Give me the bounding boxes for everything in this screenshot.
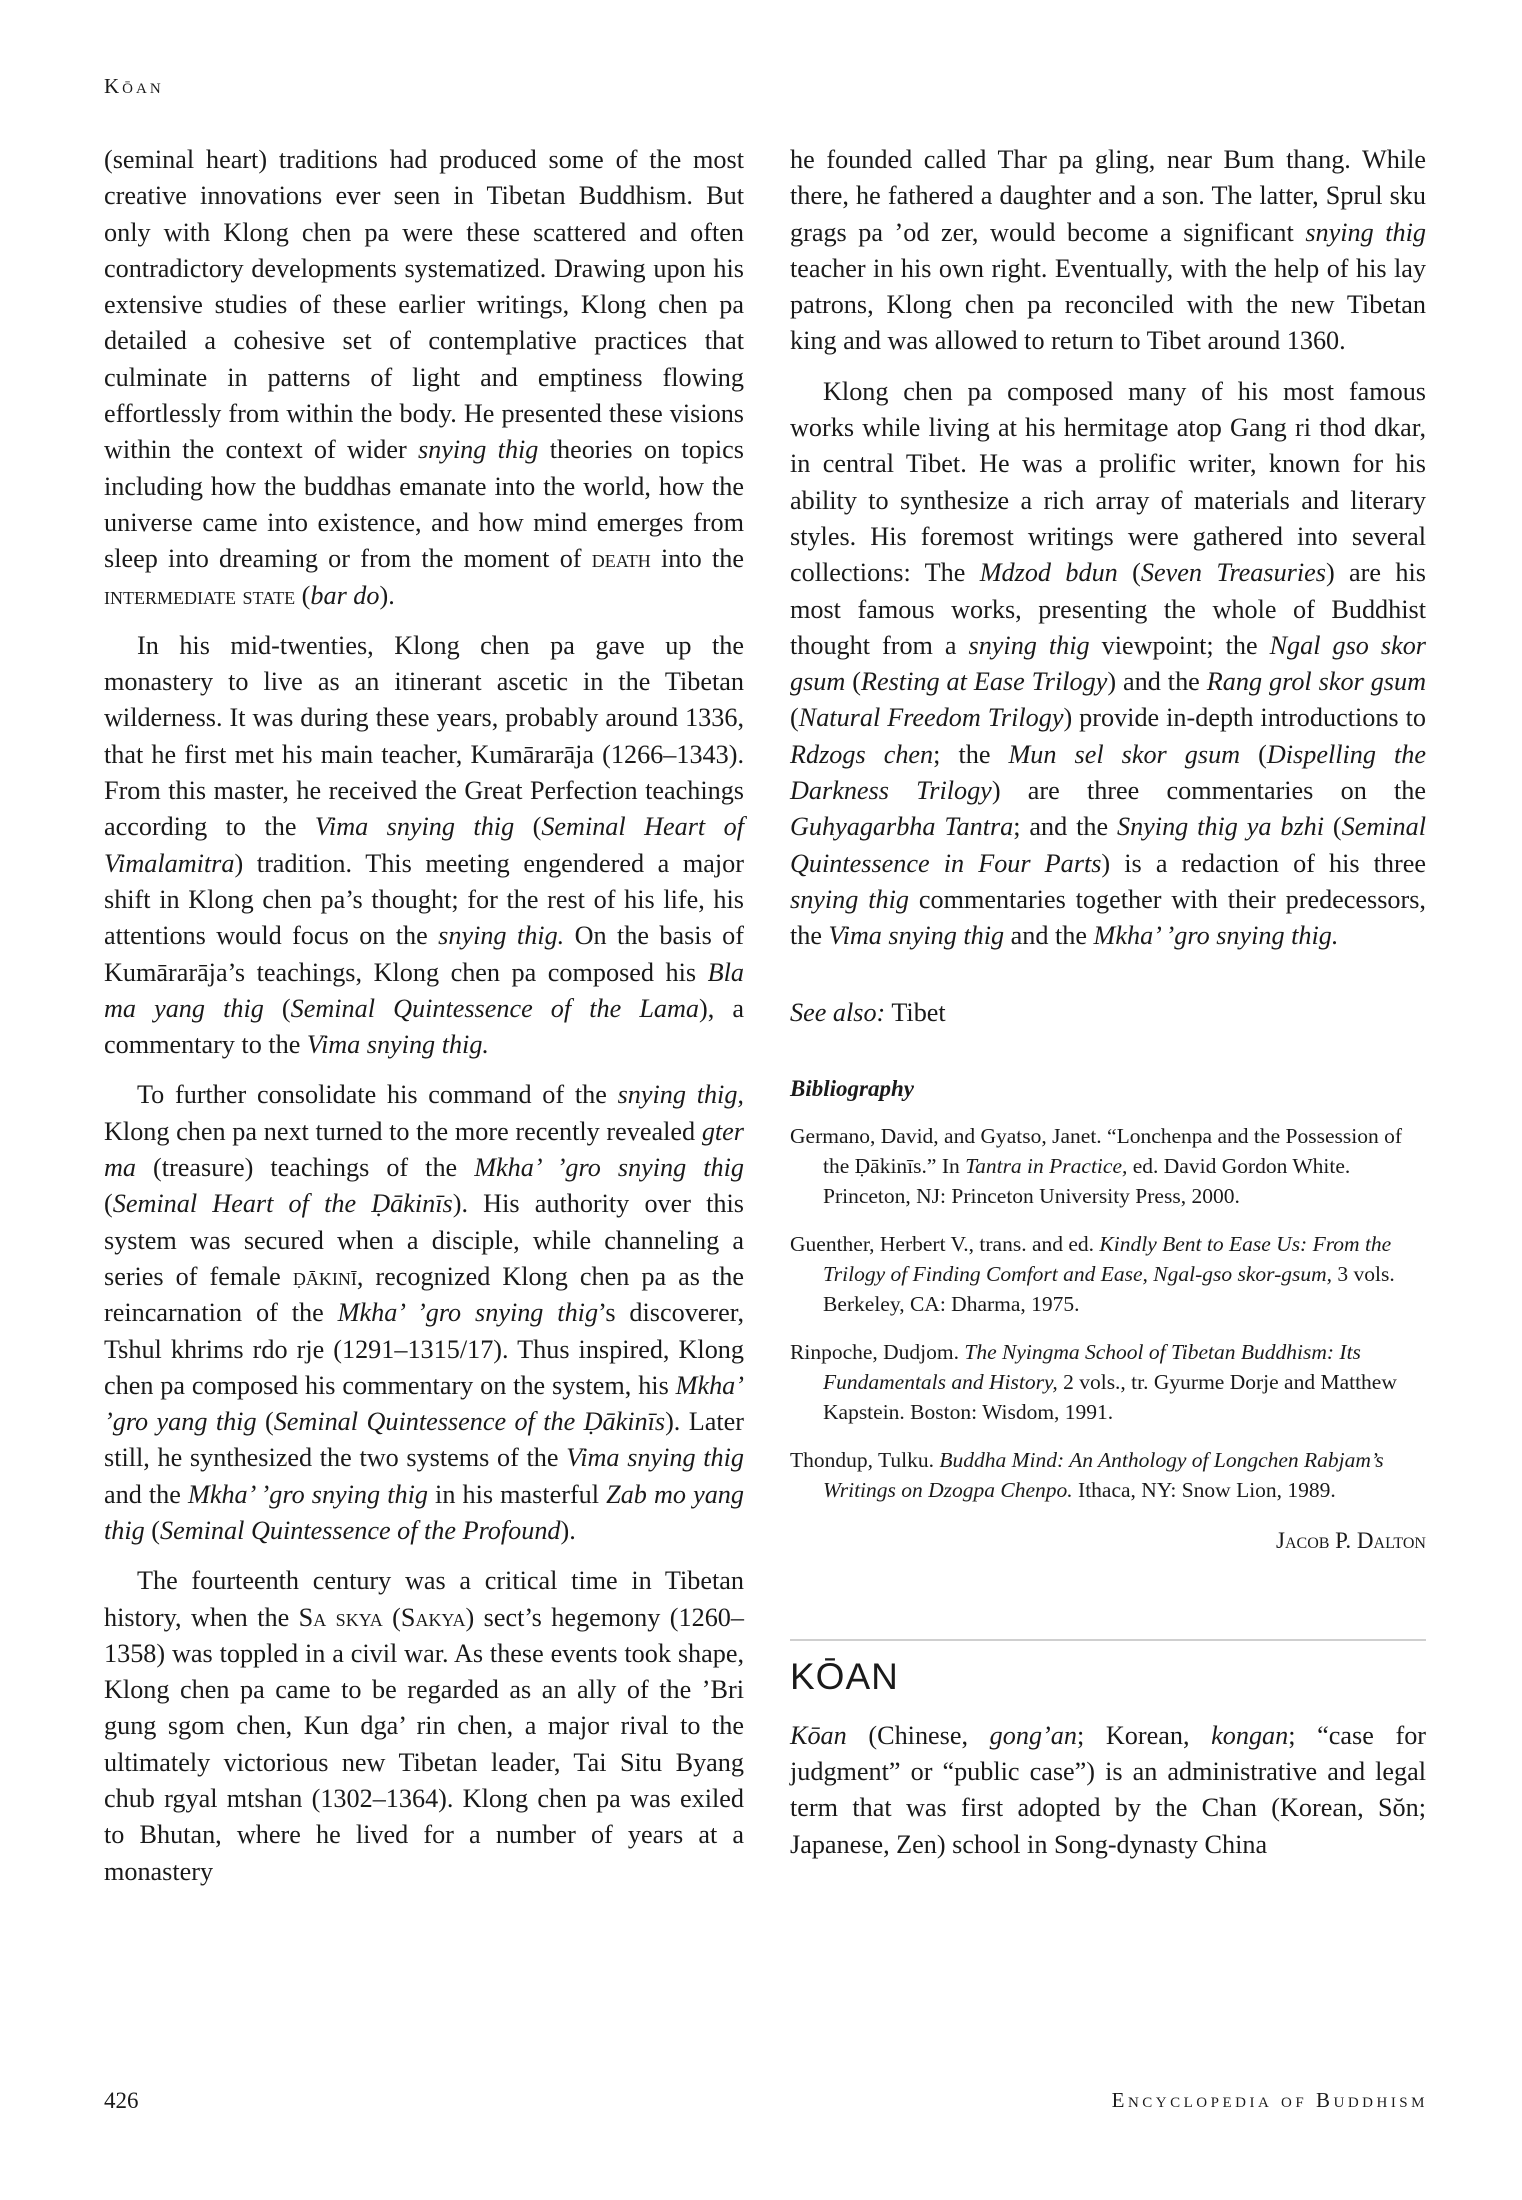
term: bar do	[310, 580, 380, 610]
term: Rdzogs chen	[790, 739, 934, 769]
author-signature: Jacob P. Dalton	[1276, 1528, 1426, 1554]
text: ’s discoverer, Tshul khrims rdo rje (1291–1315/17). Thus inspired, Klong chen pa composed his commentary on the system, his	[104, 1298, 744, 1400]
term: Vima snying thig.	[306, 1030, 489, 1060]
term: Snying thig ya bzhi	[1116, 812, 1324, 842]
text: ; and the	[1013, 812, 1117, 842]
text: ) are three commentaries on the	[991, 776, 1426, 806]
term: snying thig,	[617, 1080, 744, 1110]
text: (	[382, 1602, 401, 1632]
running-head: Kōan	[104, 74, 164, 98]
see-also-label: See also:	[790, 997, 886, 1027]
term: Seminal Quintessence of the Lama	[290, 993, 699, 1023]
entry-title: KŌAN	[790, 1656, 899, 1698]
text: (Chinese,	[846, 1720, 990, 1750]
left-column	[104, 142, 744, 1904]
term: Mun sel skor gsum	[1008, 739, 1241, 769]
bibliography-entry	[790, 1121, 1426, 1211]
text: ).	[379, 580, 395, 610]
text: 3 vols. Berkeley, CA: Dharma, 1975.	[823, 1262, 1395, 1317]
term: Bla ma yang thig	[104, 957, 744, 1023]
bibliography-entry	[790, 1445, 1426, 1505]
cross-reference: death	[591, 544, 651, 574]
text: commentaries together with their predecessors, the	[790, 884, 1426, 951]
text: Rinpoche, Dudjom.	[790, 1340, 965, 1365]
text: (seminal heart) traditions had produced some of the most creative innovations ever seen in Tibetan Buddhism. But only with Klong chen pa were these scattered and often contradictory developments systematized. Drawing upon his extensive studies of these earlier writings, Klong chen pa detailed a cohesive set of contemplative practices that culminate in patterns of light and emptiness flowing effortlessly from within the body. He presented these visions within the context of wider	[104, 145, 744, 465]
text: ) and the	[1107, 667, 1207, 697]
term: Rang grol skor gsum	[1206, 667, 1426, 697]
term: Mkha’ ’gro snying thig	[337, 1298, 599, 1328]
term: Mdzod bdun	[979, 558, 1118, 588]
text: ed. David Gordon White. Princeton, NJ: Princeton University Press, 2000.	[823, 1154, 1351, 1209]
term: Seminal Heart of the Ḍākinīs	[112, 1189, 453, 1219]
title: Tantra in Practice,	[965, 1154, 1128, 1179]
text: ) are his most famous works, presenting the whole of Buddhist thought from a	[790, 558, 1426, 660]
paragraph	[790, 1718, 1426, 1863]
text: (	[144, 1515, 161, 1545]
text: In his mid-twenties, Klong chen pa gave up the monastery to live as an itinerant ascetic in the Tibetan wilderness. It was during these years, probably around 1336, that he first met his main teacher, Kumārarāja (1266–1343). From this master, he received the Great Perfection teachings according to the	[104, 630, 744, 842]
term: snying thig	[968, 630, 1090, 660]
term: Kōan	[790, 1720, 847, 1750]
text: (	[256, 1407, 274, 1437]
text: (	[790, 703, 799, 733]
text: (	[1324, 812, 1342, 842]
text: (	[295, 580, 311, 610]
text: Guenther, Herbert V., trans. and ed.	[790, 1232, 1100, 1257]
text: (	[845, 667, 861, 697]
text: he founded called Thar pa gling, near Bum thang. While there, he fathered a daughter and a son. The latter, Sprul sku grags pa ’od zer, would become a significant	[790, 145, 1426, 247]
term: Vima snying thig	[314, 812, 515, 842]
text: ).	[560, 1515, 576, 1545]
see-also-link[interactable]: Tibet	[891, 997, 946, 1027]
term: snying thig.	[438, 921, 565, 951]
title: The Nyingma School of Tibetan Buddhism: Its Fundamentals and History,	[823, 1340, 1361, 1395]
text: and the	[104, 1479, 188, 1509]
text: To further consolidate his command of the	[137, 1080, 618, 1110]
bibliography-heading: Bibliography	[790, 1075, 914, 1101]
text: ) tradition. This meeting engendered a major shift in Klong chen pa’s thought; for the rest of his life, his attentions would focus on the	[104, 848, 744, 951]
term: Ngal gso skor gsum	[790, 630, 1426, 697]
text: into the	[650, 544, 745, 574]
term: gter ma	[104, 1116, 744, 1183]
text: Klong chen pa composed many of his most famous works while living at his hermitage atop Gang ri thod dkar, in central Tibet. He was a prolific writer, known for his ability to synthesize a rich array of materials and literary styles. His foremost writings were gathered into several collections: The	[790, 376, 1426, 588]
cross-reference: intermediate state	[104, 580, 296, 610]
term: Natural Freedom Trilogy	[798, 703, 1064, 733]
text: ) provide in-depth introductions to	[1063, 703, 1426, 733]
text: ), a commentary to the	[104, 993, 744, 1060]
term: Seven Treasuries	[1140, 558, 1326, 588]
right-column	[790, 142, 1426, 1877]
term: Mkha’ ’gro snying thig.	[1093, 921, 1339, 951]
text: Germano, David, and Gyatso, Janet. “Lonchenpa and the Possession of the Ḍākinīs.” In	[790, 1124, 1403, 1179]
text: ). Later still, he synthesized the two systems of the	[104, 1407, 744, 1473]
text: ) sect’s hegemony (1260–1358) was toppled in a civil war. As these events took shape, Klong chen pa came to be regarded as an ally of the ’Bri gung sgom chen, Kun dga’ rin chen, a major rival to the ultimately victorious new Tibetan leader, Tai Situ Byang chub rgyal mtshan (1302–1364). Klong chen pa was exiled to Bhutan, where he lived for a number of years at a monastery	[104, 1602, 744, 1886]
term: snying thig	[790, 884, 909, 914]
text: 2 vols., tr. Gyurme Dorje and Matthew Kapstein. Boston: Wisdom, 1991.	[823, 1370, 1397, 1425]
text: teacher in his own right. Eventually, with the help of his lay patrons, Klong chen pa reconciled with the new Tibetan king and was allowed to return to Tibet around 1360.	[790, 253, 1426, 356]
text: and the	[1004, 921, 1094, 951]
term: Mkha’ ’gro snying thig	[188, 1479, 428, 1509]
text: ). His authority over this system was secured when a disciple, while channeling a series of female	[104, 1189, 744, 1291]
text: in his masterful	[427, 1479, 607, 1509]
text: theories on topics including how the buddhas emanate into the world, how the universe came into existence, and how mind emerges from sleep into dreaming or from the moment of	[104, 435, 744, 574]
entry-divider	[790, 1639, 1426, 1641]
term: Dispelling the Darkness Trilogy	[790, 739, 1426, 806]
title: Buddha Mind: An Anthology of Longchen Rabjam’s Writings on Dzogpa Chenpo.	[823, 1448, 1384, 1503]
term: Seminal Quintessence in Four Parts	[790, 812, 1426, 878]
term: Vima snying thig	[566, 1443, 744, 1473]
term: Resting at Ease Trilogy	[860, 667, 1108, 697]
text: ; Korean,	[1076, 1720, 1212, 1750]
book-title: Encyclopedia of Buddhism	[1111, 2088, 1428, 2112]
term: kongan	[1211, 1720, 1289, 1750]
term: Seminal Quintessence of the Profound	[160, 1515, 561, 1545]
text: Klong chen pa next turned to the more recently revealed	[104, 1116, 702, 1146]
text: (	[263, 993, 291, 1023]
title: Kindly Bent to Ease Us: From the Trilogy of Finding Comfort and Ease, Ngal-gso skor-gsum,	[823, 1232, 1392, 1287]
text: Thondup, Tulku.	[790, 1448, 940, 1473]
text: (	[104, 1189, 113, 1219]
term: Mkha’ ’gro snying thig	[474, 1153, 745, 1183]
term: Seminal Quintessence of the Ḍākinīs	[273, 1407, 666, 1437]
text: (	[514, 812, 542, 842]
bibliography-entry	[790, 1229, 1426, 1319]
text: Ithaca, NY: Snow Lion, 1989.	[1072, 1478, 1336, 1503]
text: (	[1240, 739, 1267, 769]
term: snying thig	[417, 435, 539, 465]
text: (	[1117, 558, 1141, 588]
term: Mkha’ ’gro yang thig	[104, 1370, 744, 1437]
term: gong’an	[989, 1720, 1077, 1750]
term: Zab mo yang thig	[104, 1479, 744, 1545]
paragraph	[104, 1077, 744, 1549]
paragraph	[790, 142, 1426, 360]
term: Guhyagarbha Tantra	[790, 812, 1014, 842]
text: On the basis of Kumārarāja’s teachings, Klong chen pa composed his	[104, 921, 744, 987]
see-also	[790, 995, 1426, 1031]
bibliography-entry	[790, 1337, 1426, 1427]
text: ) is a redaction of his three	[1101, 848, 1426, 878]
text: , recognized Klong chen pa as the reincarnation of the	[104, 1261, 744, 1328]
paragraph	[104, 142, 744, 614]
paragraph	[790, 374, 1426, 955]
text: ; “case for judgment” or “public case”) is an administrative and legal term that was first adopted by the Chan (Korean, Sŏn; Japanese, Zen) school in Song-dynasty China	[790, 1720, 1427, 1859]
term: Vima snying thig	[828, 921, 1005, 951]
text: (treasure) teachings of the	[136, 1153, 475, 1183]
page-number: 426	[104, 2088, 139, 2113]
term: snying thig	[1305, 217, 1426, 247]
paragraph	[104, 628, 744, 1064]
cross-reference: Sa skya	[298, 1602, 383, 1632]
paragraph	[104, 1563, 744, 1890]
text: The fourteenth century was a critical time in Tibetan history, when the	[104, 1566, 744, 1632]
text: ; the	[933, 739, 1009, 769]
cross-reference: ḍākinī	[292, 1261, 357, 1291]
cross-reference: Sakya	[400, 1602, 466, 1632]
text: viewpoint; the	[1089, 630, 1270, 660]
term: Seminal Heart of Vimalamitra	[104, 812, 744, 878]
